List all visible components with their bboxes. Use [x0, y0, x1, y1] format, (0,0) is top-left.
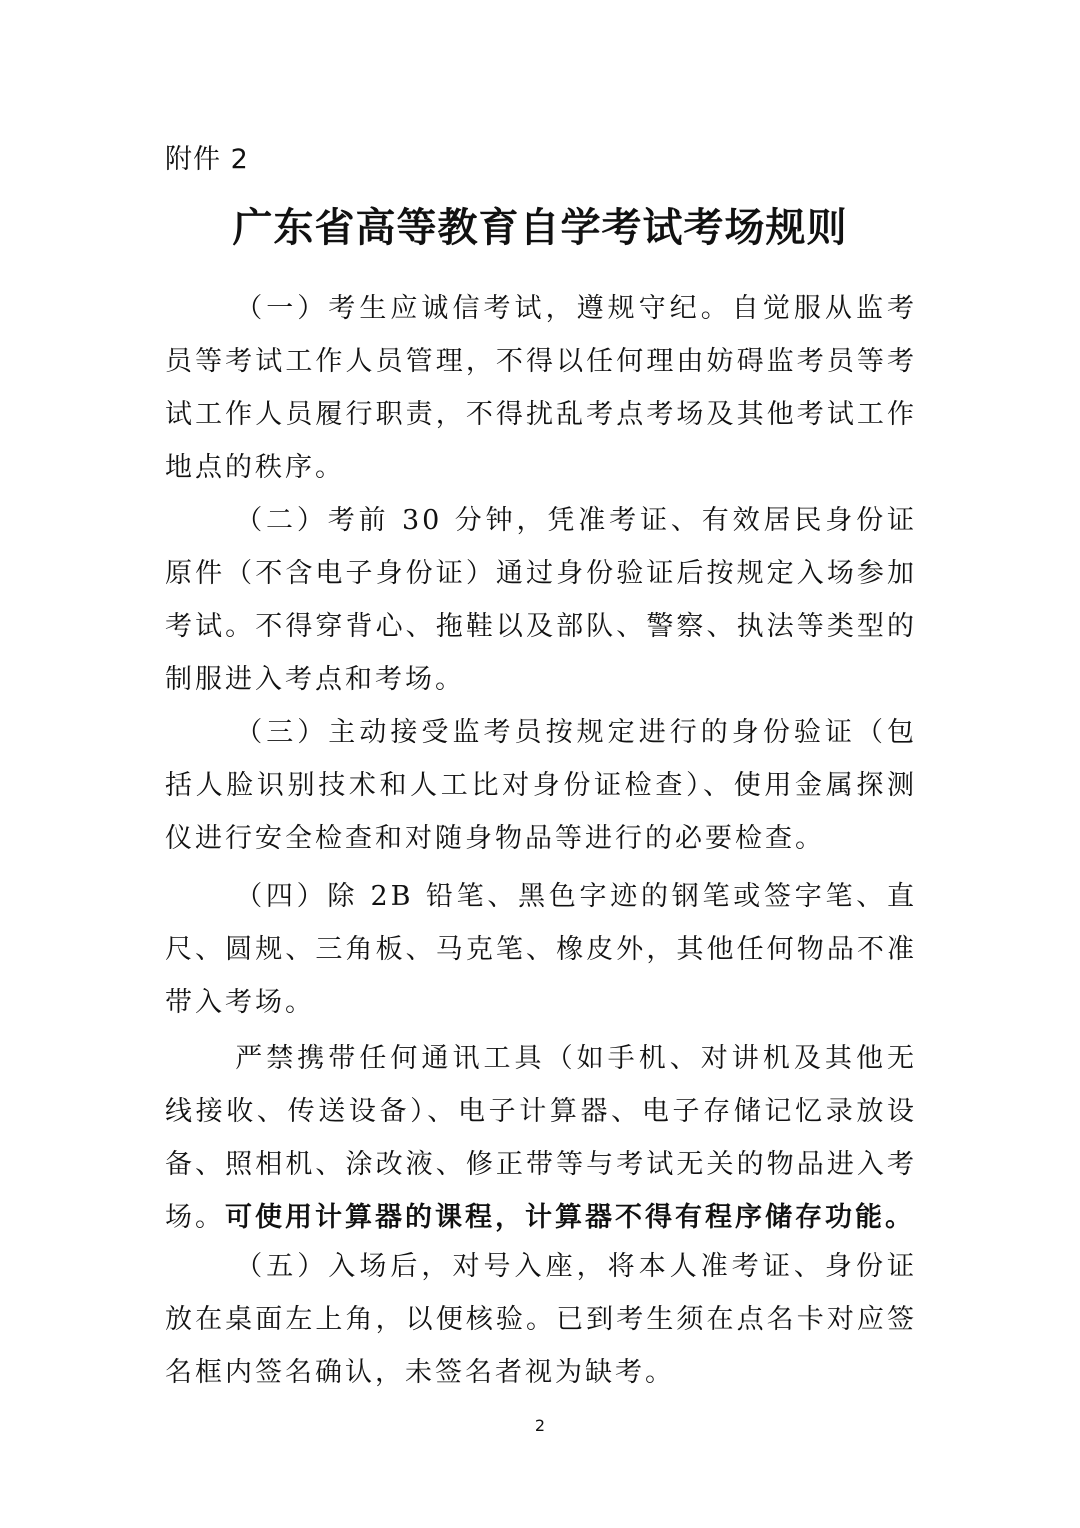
rule-paragraph-1: （一）考生应诚信考试，遵规守纪。自觉服从监考员等考试工作人员管理，不得以任何理由妨碍监考员等考试工作人员履行职责，不得扰乱考点考场及其他考试工作地点的秩序。 [165, 293, 917, 483]
rule-paragraph-3: （三）主动接受监考员按规定进行的身份验证（包括人脸识别技术和人工比对身份证检查）、使用金属探测仪进行安全检查和对随身物品等进行的必要检查。 [165, 717, 917, 854]
rule-paragraph-6: （五）入场后，对号入座，将本人准考证、身份证放在桌面左上角，以便核验。已到考生须在点名卡对应签名框内签名确认，未签名者视为缺考。 [165, 1251, 917, 1388]
rule-paragraph-5-text: 严禁携带任何通讯工具（如手机、对讲机及其他无线接收、传送设备）、电子计算器、电子存储记忆录放设备、照相机、涂改液、修正带等与考试无关的物品进入考场。 [165, 1043, 917, 1233]
rule-paragraph-2: （二）考前 30 分钟，凭准考证、有效居民身份证原件（不含电子身份证）通过身份验证后按规定入场参加考试。不得穿背心、拖鞋以及部队、警察、执法等类型的制服进入考点和考场。 [165, 505, 917, 695]
document-title: 广东省高等教育自学考试考场规则 [232, 205, 848, 251]
rule-paragraph-5-bold: 可使用计算器的课程，计算器不得有程序储存功能。 [225, 1202, 915, 1233]
rule-paragraph-5 [165, 1032, 917, 1244]
rule-paragraph-4: （四）除 2B 铅笔、黑色字迹的钢笔或签字笔、直尺、圆规、三角板、马克笔、橡皮外，其他任何物品不准带入考场。 [165, 881, 917, 1018]
attachment-label: 附件 2 [165, 144, 249, 175]
page-number: 2 [534, 1416, 546, 1435]
